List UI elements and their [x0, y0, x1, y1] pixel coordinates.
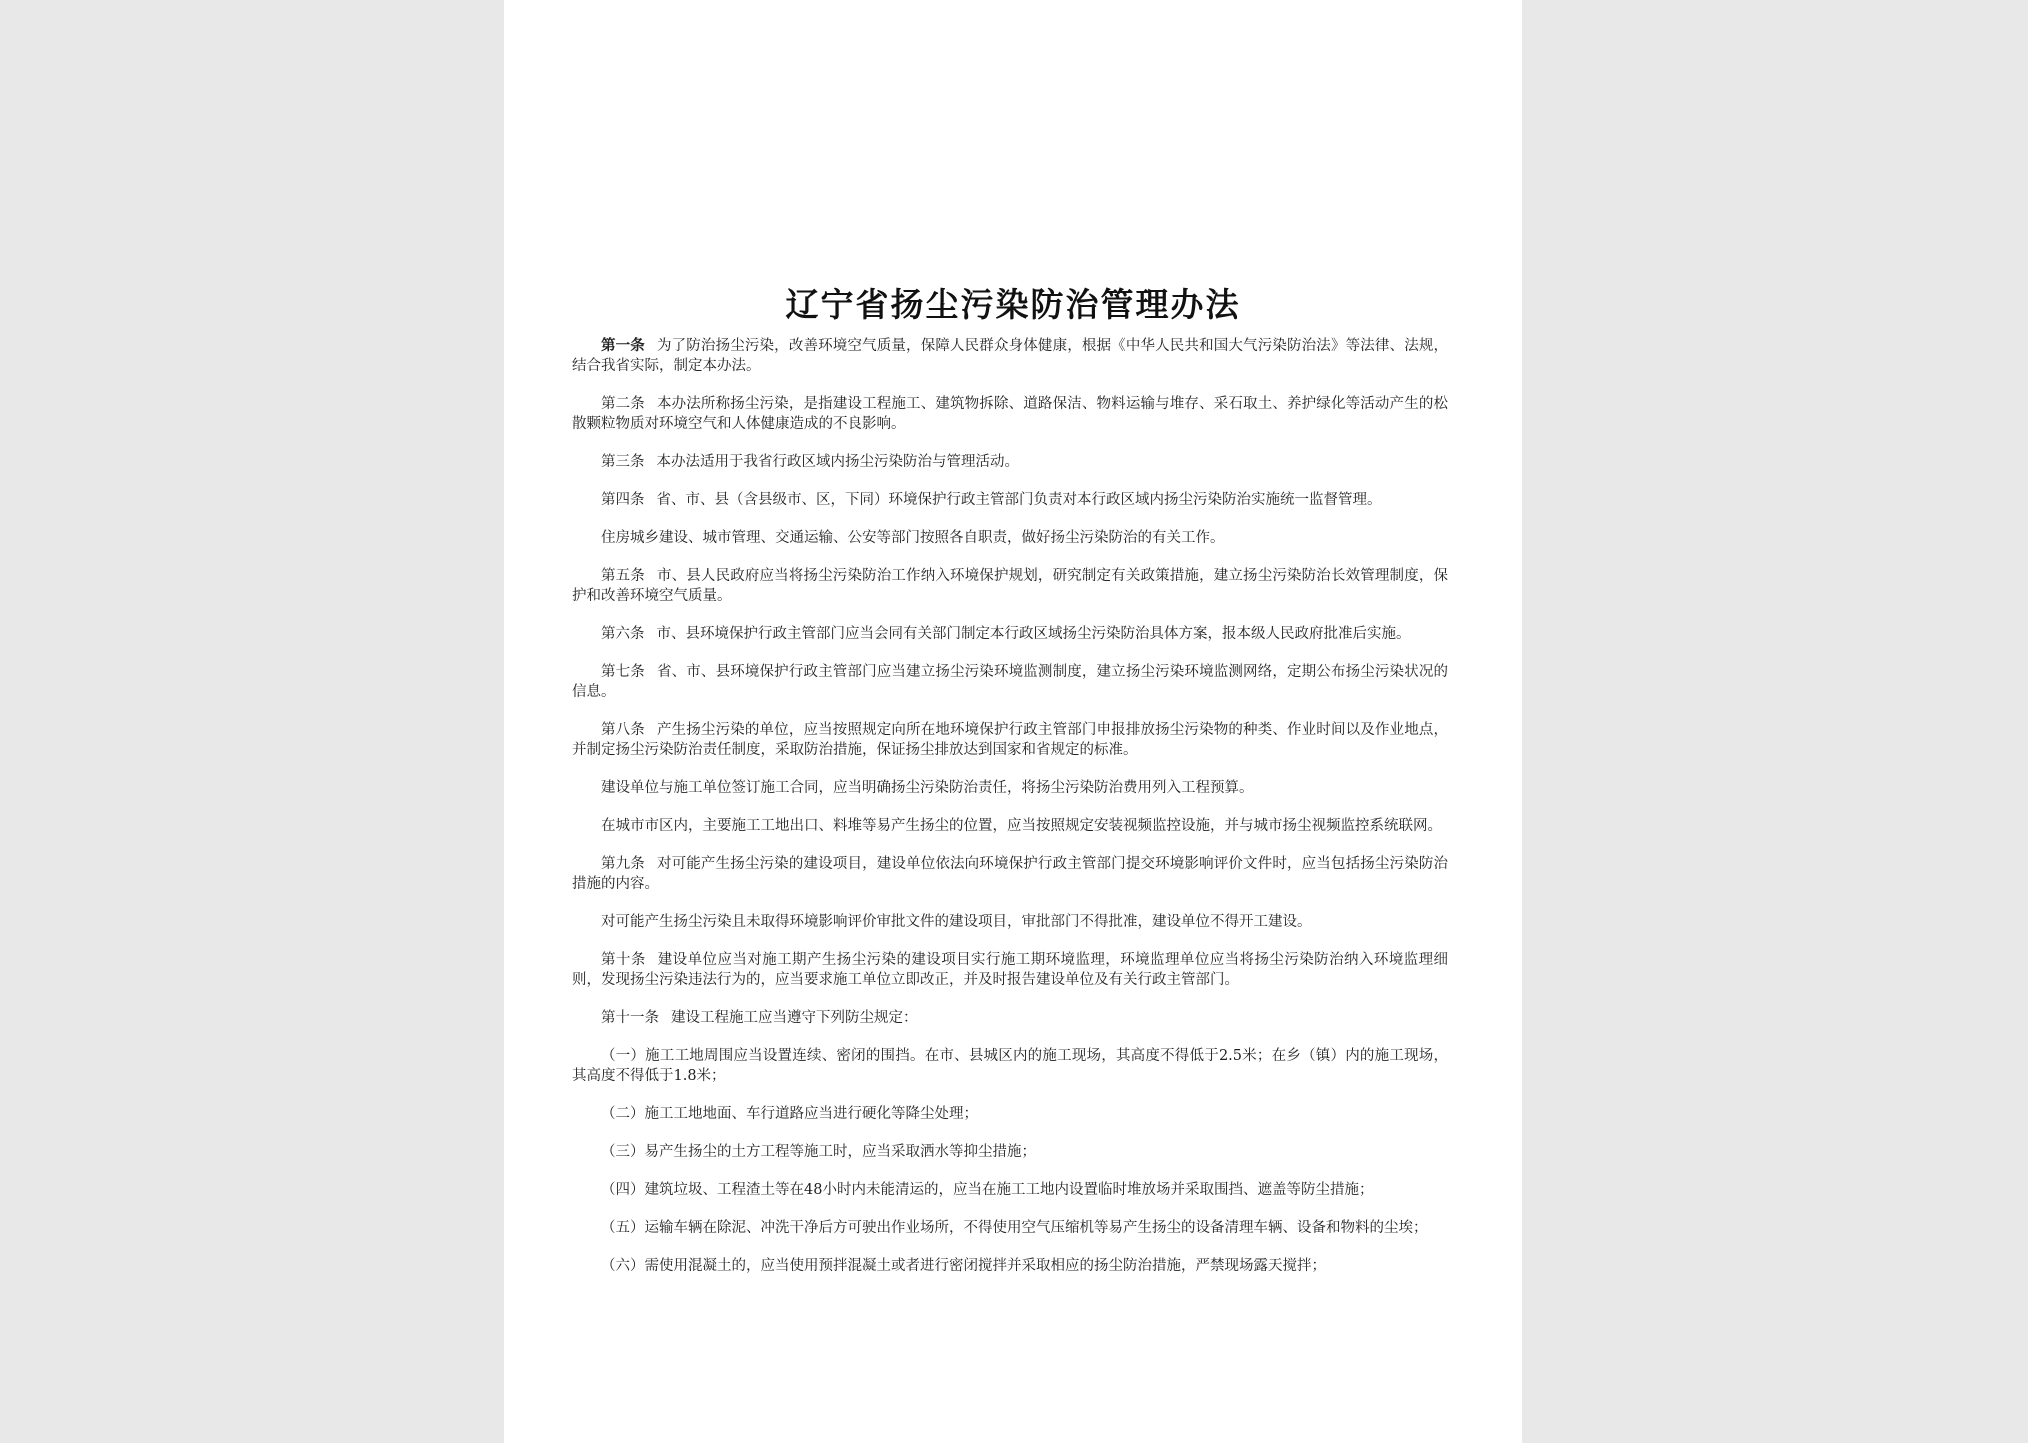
- document-page: [504, 0, 1522, 1443]
- article-text: 本办法适用于我省行政区域内扬尘污染防治与管理活动。: [656, 454, 1019, 470]
- article-text: 市、县人民政府应当将扬尘污染防治工作纳入环境保护规划，研究制定有关政策措施，建立扬尘污染防治长效管理制度，保护和改善环境空气质量。: [572, 568, 1449, 604]
- article-paragraph: [572, 912, 1448, 932]
- article-text: 本办法所称扬尘污染，是指建设工程施工、建筑物拆除、道路保洁、物料运输与堆存、采石取土、养护绿化等活动产生的松散颗粒物质对环境空气和人体健康造成的不良影响。: [572, 396, 1449, 432]
- document-body: [572, 336, 1448, 1294]
- article-number: 第一条: [601, 337, 645, 354]
- article-text: 住房城乡建设、城市管理、交通运输、公安等部门按照各自职责，做好扬尘污染防治的有关工作。: [601, 530, 1225, 546]
- article-paragraph: [572, 1180, 1448, 1200]
- article-number: 第五条: [601, 568, 645, 584]
- article-text: 在城市市区内，主要施工工地出口、料堆等易产生扬尘的位置，应当按照规定安装视频监控设施，并与城市扬尘视频监控系统联网。: [601, 818, 1442, 834]
- article-paragraph: [572, 950, 1448, 990]
- article-paragraph: [572, 394, 1448, 434]
- article-text: （二）施工工地地面、车行道路应当进行硬化等降尘处理；: [601, 1106, 978, 1122]
- article-text: 对可能产生扬尘污染且未取得环境影响评价审批文件的建设项目，审批部门不得批准，建设单位不得开工建设。: [601, 914, 1312, 930]
- article-paragraph: [572, 490, 1448, 510]
- article-paragraph: [572, 336, 1448, 376]
- article-text: 省、市、县（含县级市、区，下同）环境保护行政主管部门负责对本行政区域内扬尘污染防治实施统一监督管理。: [656, 492, 1382, 508]
- article-paragraph: [572, 1256, 1448, 1276]
- article-number: 第三条: [601, 454, 645, 470]
- article-paragraph: [572, 624, 1448, 644]
- article-text: 产生扬尘污染的单位，应当按照规定向所在地环境保护行政主管部门申报排放扬尘污染物的种类、作业时间以及作业地点，并制定扬尘污染防治责任制度，采取防治措施，保证扬尘排放达到国家和省规定的标准。: [572, 722, 1449, 758]
- article-number: 第九条: [601, 856, 645, 872]
- article-paragraph: [572, 662, 1448, 702]
- article-paragraph: [572, 1008, 1448, 1028]
- article-number: 第十条: [601, 952, 646, 968]
- article-number: 第六条: [601, 626, 645, 642]
- article-paragraph: [572, 1142, 1448, 1162]
- article-number: 第十一条: [601, 1010, 659, 1026]
- article-paragraph: [572, 778, 1448, 798]
- article-paragraph: [572, 854, 1448, 894]
- article-paragraph: [572, 452, 1448, 472]
- article-paragraph: [572, 1104, 1448, 1124]
- article-text: 为了防治扬尘污染，改善环境空气质量，保障人民群众身体健康，根据《中华人民共和国大气污染防治法》等法律、法规，结合我省实际，制定本办法。: [572, 338, 1449, 374]
- article-text: 市、县环境保护行政主管部门应当会同有关部门制定本行政区域扬尘污染防治具体方案，报本级人民政府批准后实施。: [656, 626, 1411, 642]
- article-text: 建设工程施工应当遵守下列防尘规定：: [671, 1010, 918, 1026]
- article-paragraph: [572, 720, 1448, 760]
- article-text: （五）运输车辆在除泥、冲洗干净后方可驶出作业场所，不得使用空气压缩机等易产生扬尘的设备清理车辆、设备和物料的尘埃；: [601, 1220, 1428, 1236]
- document-title: 辽宁省扬尘污染防治管理办法: [785, 285, 1241, 324]
- article-text: 对可能产生扬尘污染的建设项目，建设单位依法向环境保护行政主管部门提交环境影响评价文件时，应当包括扬尘污染防治措施的内容。: [572, 856, 1449, 892]
- article-text: （一）施工工地周围应当设置连续、密闭的围挡。在市、县城区内的施工现场，其高度不得低于2.5米；在乡（镇）内的施工现场，其高度不得低于1.8米；: [572, 1048, 1448, 1084]
- article-text: （三）易产生扬尘的土方工程等施工时，应当采取洒水等抑尘措施；: [601, 1144, 1036, 1160]
- article-number: 第八条: [601, 722, 645, 738]
- article-paragraph: [572, 528, 1448, 548]
- article-text: 建设单位与施工单位签订施工合同，应当明确扬尘污染防治责任，将扬尘污染防治费用列入工程预算。: [601, 780, 1254, 796]
- article-text: 省、市、县环境保护行政主管部门应当建立扬尘污染环境监测制度，建立扬尘污染环境监测网络，定期公布扬尘污染状况的信息。: [572, 664, 1449, 700]
- article-paragraph: [572, 1218, 1448, 1238]
- article-number: 第七条: [601, 664, 645, 680]
- article-text: （四）建筑垃圾、工程渣土等在48小时内未能清运的，应当在施工工地内设置临时堆放场并采取围挡、遮盖等防尘措施；: [601, 1182, 1374, 1198]
- article-text: （六）需使用混凝土的，应当使用预拌混凝土或者进行密闭搅拌并采取相应的扬尘防治措施，严禁现场露天搅拌；: [601, 1258, 1326, 1274]
- article-number: 第二条: [601, 396, 645, 412]
- article-text: 建设单位应当对施工期产生扬尘污染的建设项目实行施工期环境监理，环境监理单位应当将扬尘污染防治纳入环境监理细则，发现扬尘污染违法行为的，应当要求施工单位立即改正，并及时报告建设单位及有关行政主管部门。: [572, 952, 1449, 988]
- article-paragraph: [572, 816, 1448, 836]
- article-number: 第四条: [601, 492, 645, 508]
- article-paragraph: [572, 566, 1448, 606]
- article-paragraph: [572, 1046, 1448, 1086]
